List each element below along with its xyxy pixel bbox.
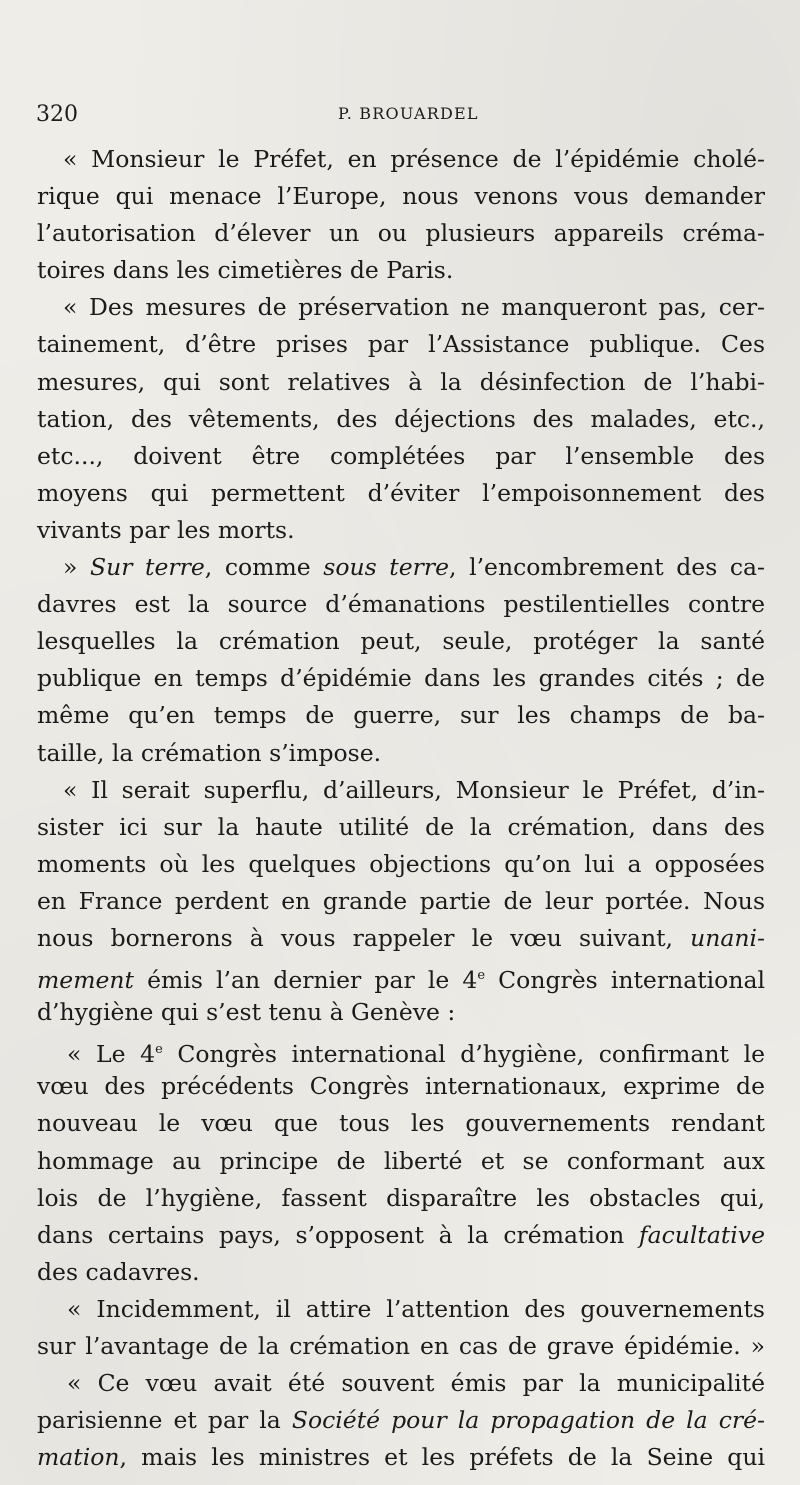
text-line: tation, des vêtements, des déjections des malades, etc., [37,404,765,433]
text-line: même qu’en temps de guerre, sur les champs de ba- [37,701,765,730]
text-line: d’hygiène qui s’est tenu à Genève : [37,998,456,1027]
text-line: parisienne et par la Société pour la propagation de la cré- [37,1406,765,1435]
text-line: « Ce vœu avait été souvent émis par la municipalité [67,1369,765,1398]
text-line: l’autorisation d’élever un ou plusieurs appareils créma- [37,219,765,248]
text-line: taille, la crémation s’impose. [37,738,382,767]
text-line: dans certains pays, s’opposent à la crémation facultative [37,1220,765,1249]
text-line: nouveau le vœu que tous les gouvernements rendant [37,1109,765,1138]
body-text [37,141,765,1476]
page-header [36,98,764,132]
text-line: mesures, qui sont relatives à la désinfection de l’habi- [37,367,765,396]
text-line: hommage au principe de liberté et se conformant aux [37,1146,765,1175]
text-line: etc..., doivent être complétées par l’ensemble des [37,441,765,470]
text-line: lois de l’hygiène, fassent disparaître les obstacles qui, [37,1183,765,1212]
text-line: publique en temps d’épidémie dans les grandes cités ; de [37,664,765,693]
text-line: vivants par les morts. [37,515,295,544]
text-line: sur l’avantage de la crémation en cas de grave épidémie. » [37,1332,765,1360]
text-line: toires dans les cimetières de Paris. [37,256,454,285]
text-line: des cadavres. [37,1257,200,1286]
text-line: davres est la source d’émanations pestilentielles contre [37,590,765,619]
text-line: « Monsieur le Préfet, en présence de l’épidémie cholé- [63,145,765,173]
text-line: « Incidemment, il attire l’attention des gouvernements [67,1294,765,1323]
text-line: mement émis l’an dernier par le 4e Congrès international [37,965,765,994]
text-line: moyens qui permettent d’éviter l’empoisonnement des [37,478,765,507]
text-line: « Des mesures de préservation ne manqueront pas, cer- [63,293,765,322]
text-line: nous bornerons à vous rappeler le vœu suivant, unani- [37,923,765,952]
text-line: rique qui menace l’Europe, nous venons vous demander [37,182,765,211]
text-line: en France perdent en grande partie de leur portée. Nous [37,886,765,915]
text-line: vœu des précédents Congrès internationaux, exprime de [37,1072,765,1101]
page-number: 320 [36,102,78,127]
text-line: « Le 4e Congrès international d’hygiène, confirmant le [67,1040,765,1069]
text-line: lesquelles la crémation peut, seule, protéger la santé [37,627,765,656]
text-line: mation, mais les ministres et les préfets de la Seine qui [37,1443,765,1472]
text-line: tainement, d’être prises par l’Assistance publique. Ces [37,330,765,359]
running-head: P. BROUARDEL [338,104,479,123]
text-line: sister ici sur la haute utilité de la crémation, dans des [37,812,765,841]
text-line: » Sur terre, comme sous terre, l’encombrement des ca- [63,553,765,582]
text-line: « Il serait superflu, d’ailleurs, Monsieur le Préfet, d’in- [63,775,765,804]
text-line: moments où les quelques objections qu’on lui a opposées [37,849,765,878]
